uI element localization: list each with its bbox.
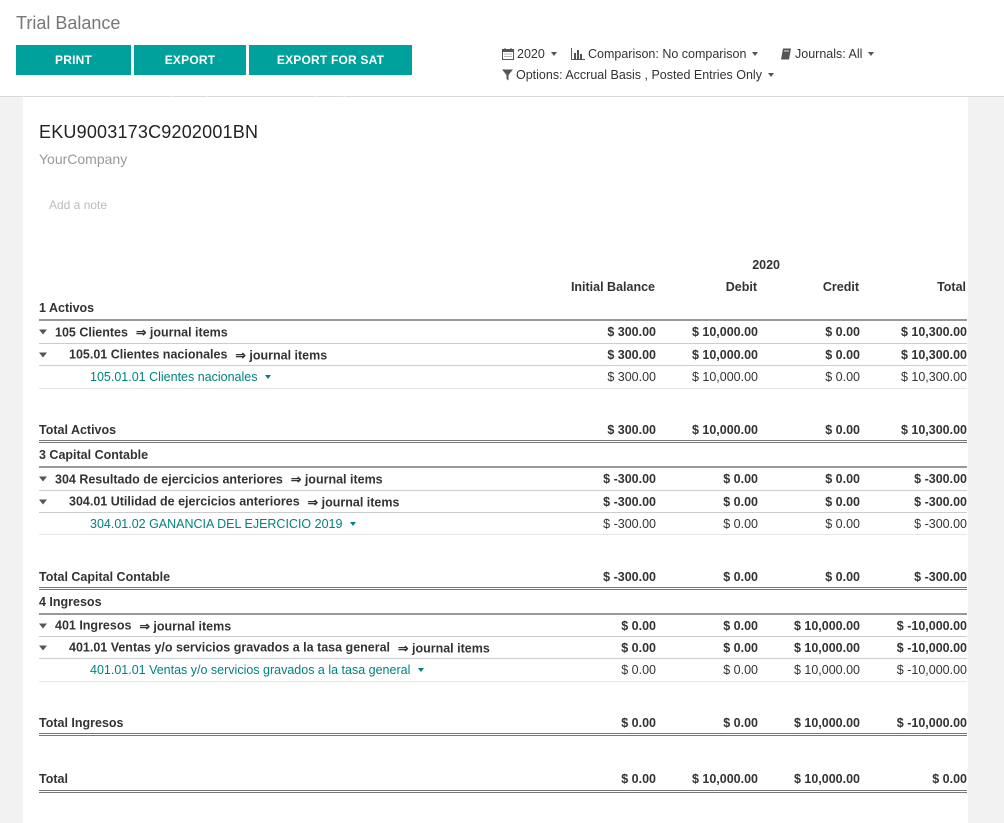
journal-items-link[interactable]: ⇒ journal items <box>135 325 228 340</box>
caret-down-icon[interactable] <box>350 522 356 526</box>
chevron-down-icon <box>752 52 758 56</box>
caret-down-icon[interactable] <box>265 375 271 379</box>
options-filter[interactable] <box>502 68 774 82</box>
account-link[interactable]: 401.01.01 Ventas y/o servicios gravados a la tasa general <box>90 663 411 677</box>
debit-cell: $ 0.00 <box>723 569 758 584</box>
initial-balance-cell: $ 300.00 <box>607 325 656 339</box>
total-cell: $ 0.00 <box>932 772 967 786</box>
credit-cell: $ 0.00 <box>825 347 860 362</box>
grand-total-row <box>39 768 967 793</box>
chevron-down-icon <box>768 73 774 77</box>
company-vat: EKU9003173C9202001BN <box>39 122 259 142</box>
initial-balance-cell: $ 0.00 <box>621 618 656 633</box>
debit-cell: $ 10,000.00 <box>691 370 758 384</box>
account-group-row[interactable] <box>39 468 967 491</box>
total-cell: $ -300.00 <box>914 569 967 584</box>
initial-balance-cell: $ 0.00 <box>621 640 656 655</box>
period-header: 2020 <box>752 258 780 272</box>
add-note-field[interactable]: Add a note <box>49 198 108 212</box>
account-group-row[interactable] <box>39 344 967 366</box>
section-title: 4 Ingresos <box>39 595 102 609</box>
credit-cell: $ 0.00 <box>825 516 860 531</box>
account-group-row[interactable] <box>39 321 967 344</box>
section-total-row <box>39 419 967 443</box>
initial-balance-cell: $ 300.00 <box>607 370 656 384</box>
credit-cell: $ 10,000.00 <box>793 663 860 677</box>
account-group-row[interactable] <box>39 615 967 637</box>
caret-down-icon[interactable] <box>39 352 47 357</box>
section-row <box>39 297 967 321</box>
col-header-credit: Credit <box>822 280 859 294</box>
total-cell: $ -10,000.00 <box>896 618 967 633</box>
journal-items-link[interactable]: ⇒ journal items <box>235 348 328 362</box>
section-title: 3 Capital Contable <box>39 448 149 462</box>
total-cell: $ 10,300.00 <box>900 370 967 384</box>
journals-filter[interactable] <box>780 47 874 61</box>
caret-down-icon[interactable] <box>39 330 47 335</box>
initial-balance-cell: $ -300.00 <box>603 516 656 531</box>
account-row[interactable] <box>39 659 967 682</box>
grand-total-label: Total <box>39 772 68 786</box>
debit-cell: $ 0.00 <box>723 494 758 509</box>
credit-cell: $ 10,000.00 <box>793 715 860 730</box>
journal-items-link[interactable]: ⇒ journal items <box>139 619 232 633</box>
debit-cell: $ 0.00 <box>723 640 758 655</box>
journals-filter-label: Journals: All <box>795 47 863 61</box>
total-cell: $ 10,300.00 <box>900 422 967 437</box>
credit-cell: $ 0.00 <box>825 325 860 339</box>
year-filter-label: 2020 <box>517 47 545 61</box>
initial-balance-cell: $ 0.00 <box>621 663 656 677</box>
initial-balance-cell: $ 300.00 <box>607 347 656 362</box>
initial-balance-cell: $ 0.00 <box>621 772 656 786</box>
section-total-label: Total Capital Contable <box>39 569 171 584</box>
credit-cell: $ 10,000.00 <box>793 772 860 786</box>
initial-balance-cell: $ -300.00 <box>603 569 656 584</box>
journal-items-link[interactable]: ⇒ journal items <box>307 495 400 509</box>
caret-down-icon[interactable] <box>39 477 47 482</box>
journal-items-link[interactable]: ⇒ journal items <box>398 641 490 655</box>
initial-balance-cell: $ 300.00 <box>607 422 656 437</box>
account-group-row[interactable] <box>39 637 967 659</box>
initial-balance-cell: $ -300.00 <box>603 494 656 509</box>
caret-down-icon[interactable] <box>39 623 47 628</box>
col-header-initial-balance: Initial Balance <box>570 280 655 294</box>
total-cell: $ -300.00 <box>914 494 967 509</box>
account-link[interactable]: 304.01.02 GANANCIA DEL EJERCICIO 2019 <box>90 516 343 531</box>
debit-cell: $ 10,000.00 <box>691 772 758 786</box>
year-filter[interactable] <box>502 47 557 61</box>
company-name: YourCompany <box>39 151 128 167</box>
total-cell: $ -300.00 <box>914 472 967 486</box>
options-filter-label: Options: Accrual Basis , Posted Entries Only <box>516 68 762 82</box>
account-label: 401 Ingresos <box>55 618 132 633</box>
section-total-row <box>39 566 967 590</box>
debit-cell: $ 0.00 <box>723 472 758 486</box>
journal-items-link[interactable]: ⇒ journal items <box>290 472 383 487</box>
comparison-filter[interactable] <box>571 47 758 61</box>
debit-cell: $ 0.00 <box>723 663 758 677</box>
chevron-down-icon <box>868 52 874 56</box>
account-link[interactable]: 105.01.01 Clientes nacionales <box>90 370 258 384</box>
book-icon <box>780 48 792 60</box>
caret-down-icon[interactable] <box>39 645 47 650</box>
section-total-label: Total Ingresos <box>39 715 124 730</box>
account-label: 105 Clientes <box>55 325 128 339</box>
bar-chart-icon <box>571 48 585 60</box>
credit-cell: $ 0.00 <box>825 370 860 384</box>
col-header-debit: Debit <box>725 280 757 294</box>
credit-cell: $ 10,000.00 <box>793 640 860 655</box>
account-label: 304 Resultado de ejercicios anteriores <box>55 472 283 486</box>
comparison-filter-label: Comparison: No comparison <box>588 47 747 61</box>
account-row[interactable] <box>39 366 967 389</box>
print-preview-button[interactable]: PRINT PREVIEW <box>16 45 131 75</box>
section-row <box>39 444 967 468</box>
initial-balance-cell: $ -300.00 <box>603 472 656 486</box>
section-row <box>39 591 967 615</box>
section-title: 1 Activos <box>39 301 95 315</box>
export-xlsx-button[interactable]: EXPORT (XLSX) <box>134 45 246 75</box>
total-cell: $ -10,000.00 <box>896 715 967 730</box>
debit-cell: $ 10,000.00 <box>691 422 758 437</box>
section-total-label: Total Activos <box>39 422 117 437</box>
account-group-row[interactable] <box>39 491 967 513</box>
account-label: 304.01 Utilidad de ejercicios anteriores <box>69 494 300 509</box>
total-cell: $ -10,000.00 <box>896 663 967 677</box>
credit-cell: $ 0.00 <box>825 494 860 509</box>
account-label: 105.01 Clientes nacionales <box>69 347 228 362</box>
col-header-total: Total <box>937 280 966 294</box>
debit-cell: $ 0.00 <box>723 618 758 633</box>
debit-cell: $ 10,000.00 <box>691 325 758 339</box>
caret-down-icon[interactable] <box>418 668 424 672</box>
total-cell: $ -300.00 <box>914 516 967 531</box>
calendar-icon <box>502 48 514 60</box>
chevron-down-icon <box>551 52 557 56</box>
credit-cell: $ 0.00 <box>825 422 860 437</box>
total-cell: $ 10,300.00 <box>900 325 967 339</box>
filter-icon <box>502 69 513 81</box>
initial-balance-cell: $ 0.00 <box>621 715 656 730</box>
credit-cell: $ 0.00 <box>825 472 860 486</box>
account-row[interactable] <box>39 513 967 535</box>
page-title: Trial Balance <box>16 13 121 33</box>
total-cell: $ -10,000.00 <box>896 640 967 655</box>
credit-cell: $ 0.00 <box>825 569 860 584</box>
debit-cell: $ 0.00 <box>723 715 758 730</box>
account-label: 401.01 Ventas y/o servicios gravados a la tasa general <box>69 640 391 655</box>
export-sat-xml-button[interactable]: EXPORT FOR SAT (XML) <box>249 45 412 75</box>
debit-cell: $ 0.00 <box>723 516 758 531</box>
control-panel <box>0 0 1004 97</box>
total-cell: $ 10,300.00 <box>900 347 967 362</box>
debit-cell: $ 10,000.00 <box>691 347 758 362</box>
credit-cell: $ 10,000.00 <box>793 618 860 633</box>
section-total-row <box>39 712 967 736</box>
caret-down-icon[interactable] <box>39 499 47 504</box>
